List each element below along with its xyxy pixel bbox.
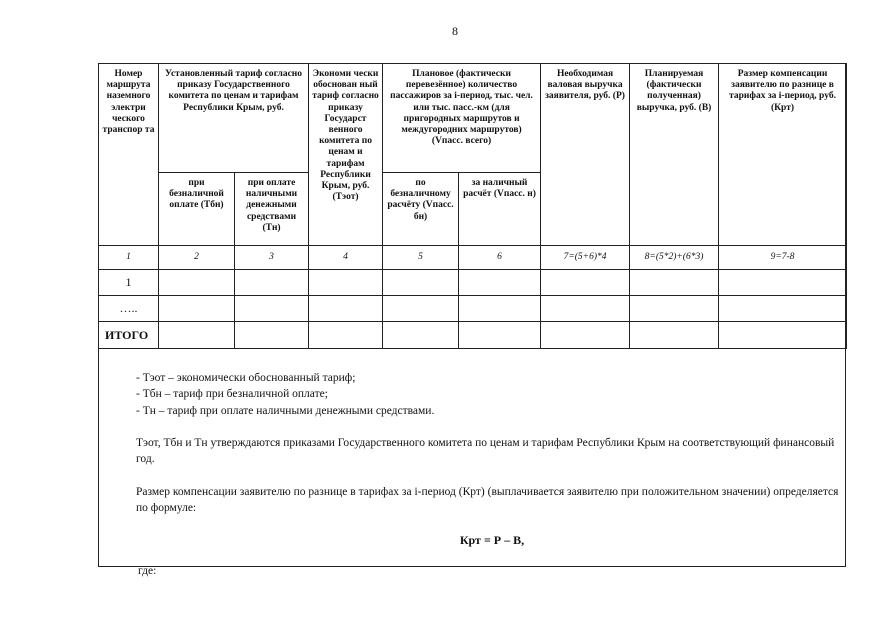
table-cell (541, 322, 630, 349)
header-cash-tariff: при оплате наличными денежными средствами (Тн) (235, 173, 309, 246)
page-number: 8 (452, 24, 458, 38)
table-cell (309, 296, 383, 322)
table-cell (235, 270, 309, 296)
table-cell (159, 322, 235, 349)
formula: Крт = Р – В, (459, 533, 525, 548)
table-cell (309, 322, 383, 349)
formula-paragraph-wrap (98, 484, 846, 517)
row-number: 1 (99, 270, 159, 296)
column-numbers-row (99, 246, 847, 270)
approval-paragraph-wrap (98, 435, 846, 468)
table-row (99, 296, 847, 322)
table-row (99, 270, 847, 296)
formula-intro-paragraph: Размер компенсации заявителю по разнице в тарифах за i-период (Крт) (выплачивается заявителю при положительном значении) определяется по формуле: (136, 485, 839, 514)
table-cell (159, 296, 235, 322)
table-cell (235, 296, 309, 322)
column-number: 5 (383, 246, 459, 270)
table-cell (630, 296, 719, 322)
definition-item: - Тн – тариф при оплате наличными денежными средствами. (136, 404, 435, 417)
column-number: 7=(5+6)*4 (541, 246, 630, 270)
table-cell (159, 270, 235, 296)
header-cashless-passengers: по безналичному расчёту (Vпасс. бн) (383, 173, 459, 246)
header-compensation: Размер компенсации заявителю по разнице в тарифах за i-период, руб. (Крт) (719, 64, 847, 246)
header-tariff-group: Установленный тариф согласно приказу Государственного комитета по ценам и тарифам Республики Крым, руб. (159, 64, 309, 173)
compensation-table (98, 63, 847, 349)
header-cashless-tariff: при безналичной оплате (Тбн) (159, 173, 235, 246)
table-cell (383, 296, 459, 322)
table-cell (459, 296, 541, 322)
table-cell (630, 322, 719, 349)
table-cell (719, 322, 847, 349)
notes-section (98, 360, 846, 580)
where-label: где: (138, 565, 157, 578)
column-number: 9=7-8 (719, 246, 847, 270)
header-passengers-group: Плановое (фактически перевезённое) количество пассажиров за i-период, тыс. чел. или тыс. пасс.-км (для пригородных маршрутов и междугородних маршрутов) (Vпасс. всего) (383, 64, 541, 173)
column-number: 8=(5*2)+(6*3) (630, 246, 719, 270)
table-cell (383, 270, 459, 296)
column-number: 1 (99, 246, 159, 270)
total-row (99, 322, 847, 349)
definition-item: - Тбн – тариф при безналичной оплате; (136, 388, 328, 401)
header-economic-tariff: Экономи чески обоснован ный тариф согласно приказу Государст венного комитета по ценам и тарифам Республики Крым, руб. (Тэот) (309, 64, 383, 246)
table-cell (719, 270, 847, 296)
table-cell (235, 322, 309, 349)
table-cell (309, 270, 383, 296)
header-route-number: Номер маршрута наземного электри ческого транспор та (99, 64, 159, 246)
approval-paragraph: Тэот, Тбн и Тн утверждаются приказами Государственного комитета по ценам и тарифам Республики Крым на соответствующий финансовый год. (136, 436, 835, 466)
table-cell (459, 270, 541, 296)
table-cell (383, 322, 459, 349)
table-cell (719, 296, 847, 322)
header-gross-revenue: Необходимая валовая выручка заявителя, руб. (Р) (541, 64, 630, 246)
column-number: 4 (309, 246, 383, 270)
total-label: ИТОГО (99, 322, 159, 349)
table-cell (459, 322, 541, 349)
table-cell (541, 270, 630, 296)
column-number: 3 (235, 246, 309, 270)
row-number: ….. (99, 296, 159, 322)
definition-item: - Тэот – экономически обоснованный тариф; (136, 372, 356, 384)
definitions-list (136, 370, 846, 419)
table-cell (541, 296, 630, 322)
header-cash-passengers: за наличный расчёт (Vпасс. н) (459, 173, 541, 246)
column-number: 2 (159, 246, 235, 270)
table-cell (630, 270, 719, 296)
column-number: 6 (459, 246, 541, 270)
header-planned-revenue: Планируемая (фактически полученная) выручка, руб. (В) (630, 64, 719, 246)
